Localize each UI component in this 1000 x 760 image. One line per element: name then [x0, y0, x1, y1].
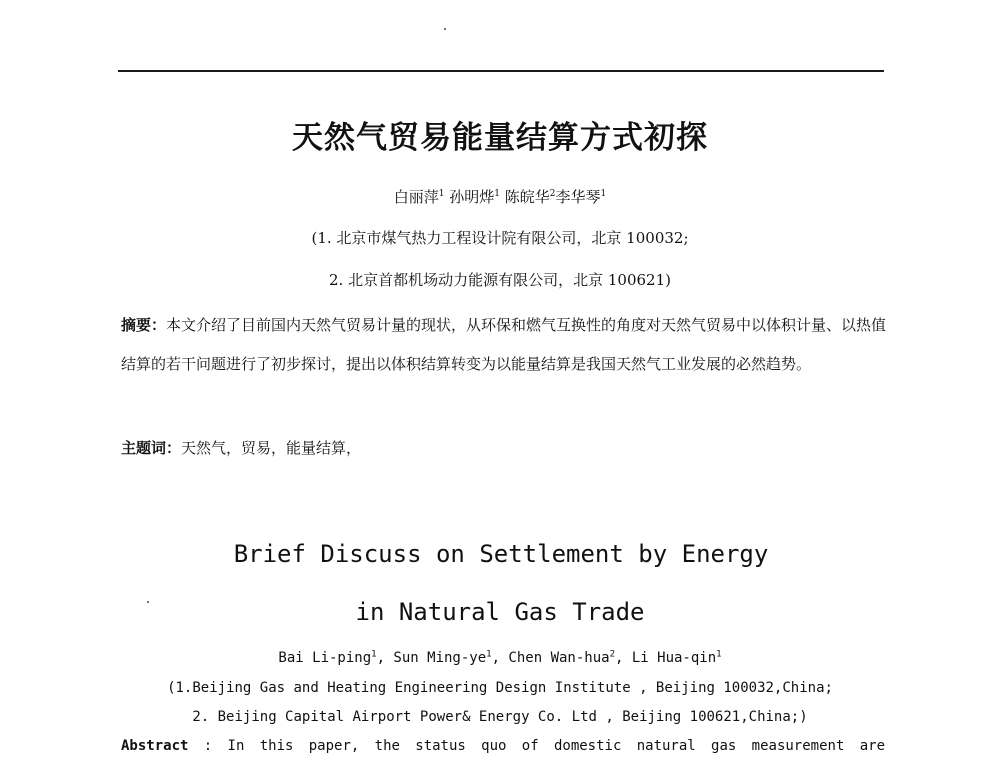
author-affiliation-mark: 2 — [549, 189, 556, 199]
author-name: 孙明烨 — [449, 188, 495, 206]
author-name: 白丽萍 — [393, 188, 439, 206]
author-separator: , — [491, 650, 509, 666]
author-affiliation-mark: 1 — [716, 649, 722, 660]
english-abstract — [121, 738, 885, 754]
chinese-abstract — [121, 306, 889, 384]
scan-speck — [444, 28, 446, 30]
english-authors — [0, 650, 1000, 666]
chinese-keywords — [121, 429, 889, 468]
chinese-affiliation-2: 2. 北京首都机场动力能源有限公司，北京 100621) — [329, 271, 671, 289]
chinese-affiliation-1: (1. 北京市煤气热力工程设计院有限公司，北京 100032; — [311, 229, 689, 247]
english-affiliation-2: 2. Beijing Capital Airport Power& Energy Co. Ltd , Beijing 100621,China;) — [192, 709, 808, 725]
author-affiliation-mark: 1 — [486, 649, 492, 660]
abstract-text: 本文介绍了目前国内天然气贸易计量的现状，从环保和燃气互换性的角度对天然气贸易中以体积计量、以热值结算的若干问题进行了初步探讨，提出以体积结算转变为以能量结算是我国天然气工业发展的必然趋势。 — [121, 316, 887, 373]
chinese-authors — [0, 186, 1000, 207]
english-title-line-1: Brief Discuss on Settlement by Energy — [233, 540, 769, 568]
abstract-label: Abstract — [121, 738, 189, 754]
author-affiliation-mark: 1 — [438, 189, 445, 199]
author-separator: , — [376, 650, 394, 666]
english-affiliation-1: (1.Beijing Gas and Heating Engineering Design Institute , Beijing 100032,China; — [167, 680, 833, 696]
author-name: Li Hua-qin — [631, 650, 717, 666]
abstract-text: : In this paper, the status quo of domestic natural gas measurement are — [188, 738, 885, 754]
english-title-line-2: in Natural Gas Trade — [355, 598, 645, 626]
header-rule — [118, 70, 884, 72]
keywords-label: 主题词： — [121, 439, 182, 457]
author-name: Sun Ming-ye — [393, 650, 487, 666]
author-name: Chen Wan-hua — [508, 650, 610, 666]
abstract-label: 摘要： — [121, 316, 167, 334]
author-name: Bai Li-ping — [278, 650, 372, 666]
author-separator: , — [615, 650, 632, 666]
author-affiliation-mark: 1 — [371, 649, 377, 660]
chinese-title: 天然气贸易能量结算方式初探 — [292, 120, 708, 156]
author-name: 李华琴 — [555, 188, 601, 206]
author-affiliation-mark: 2 — [609, 649, 615, 660]
author-affiliation-mark: 1 — [494, 189, 500, 199]
keywords-text: 天然气，贸易，能量结算， — [181, 439, 362, 457]
author-name: 陈皖华 — [504, 188, 550, 206]
author-affiliation-mark: 1 — [600, 189, 607, 199]
